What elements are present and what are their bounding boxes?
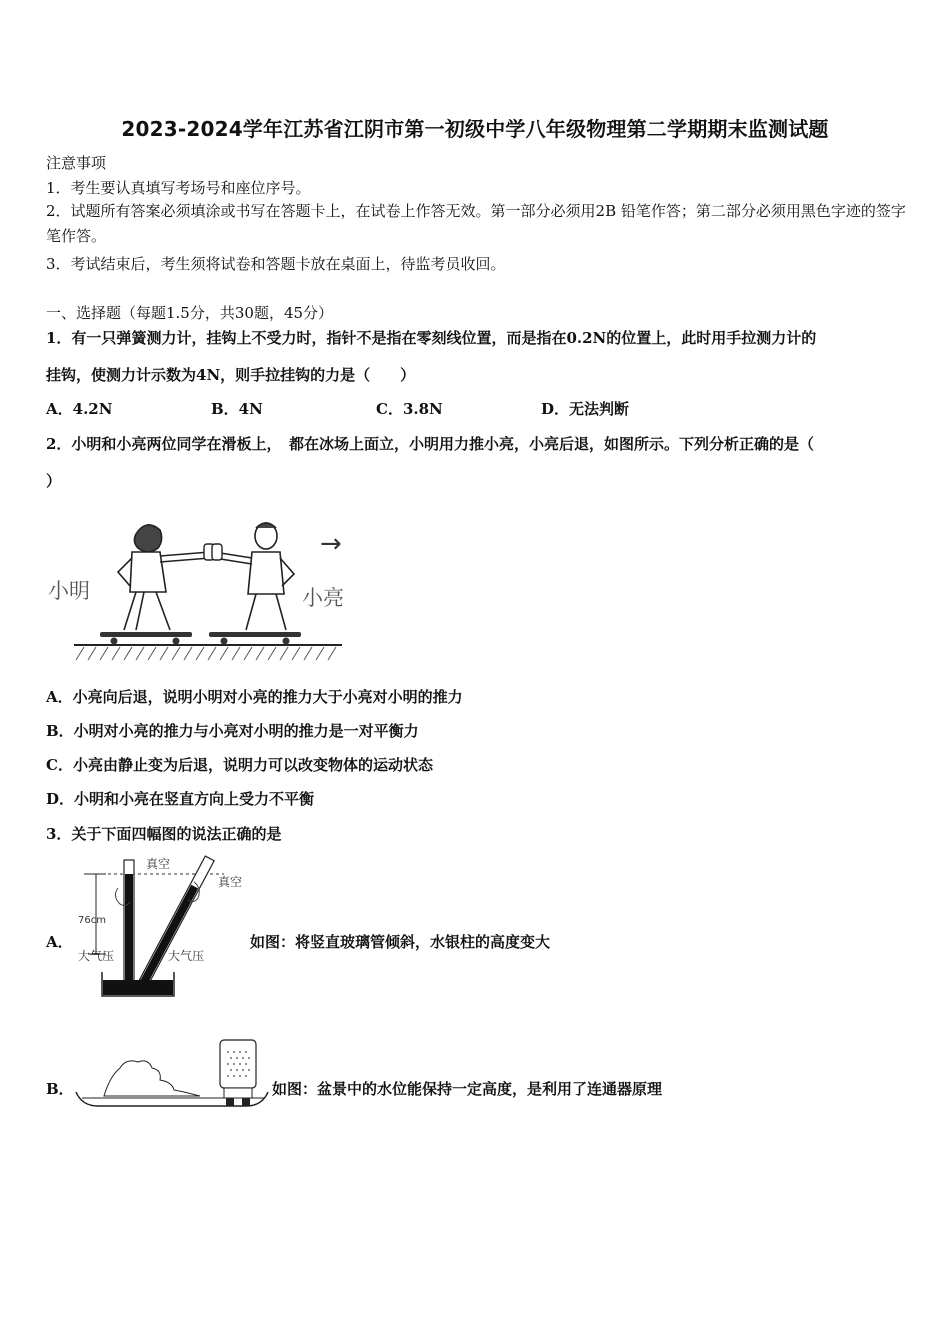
q2-option-d: D．小明和小亮在竖直方向上受力不平衡 [46, 790, 315, 808]
label-atm-2: 大气压 [168, 949, 205, 963]
q3-option-b-text: 如图：盆景中的水位能保持一定高度，是利用了连通器原理 [272, 1080, 663, 1098]
q2-stem-line1: 2．小明和小亮两位同学在滑板上， 都在冰场上面立，小明用力推小亮，小亮后退，如图所示。下列分析正确的是（ [46, 435, 814, 453]
q2-option-a: A．小亮向后退，说明小明对小亮的推力大于小亮对小明的推力 [46, 688, 463, 706]
xiaoliang-figure [214, 523, 294, 630]
notice-heading: 注意事项 [46, 154, 107, 172]
xiaoming-figure [118, 525, 210, 630]
label-xiaoming: 小明 [48, 579, 90, 603]
label-atm-1: 大气压 [78, 949, 115, 963]
q3-option-b-letter: B． [46, 1080, 74, 1098]
q3-option-a-text: 如图：将竖直玻璃管倾斜，水银柱的高度变大 [250, 933, 551, 951]
page-title: 2023-2024学年江苏省江阴市第一初级中学八年级物理第二学期期末监测试题 [121, 117, 829, 141]
q1-option-c: C．3.8N [376, 400, 443, 418]
left-skateboard [100, 632, 192, 645]
right-skateboard [209, 632, 301, 645]
q3-option-a-letter: A． [46, 933, 73, 951]
label-vacuum-1: 真空 [146, 857, 171, 871]
q1-option-b: B．4N [211, 400, 263, 418]
q1-option-a: A．4.2N [46, 400, 113, 418]
label-xiaoliang: 小亮 [302, 586, 344, 610]
section-heading: 一、选择题（每题1.5分，共30题，45分） [46, 304, 334, 322]
arrow-right-icon: → [320, 529, 342, 559]
skaters-figure [44, 512, 364, 667]
q1-stem-line2: 挂钩，使测力计示数为4N，则手拉挂钩的力是（ ） [46, 366, 416, 384]
label-76cm: 76cm [78, 915, 106, 926]
q3-stem: 3．关于下面四幅图的说法正确的是 [46, 825, 282, 843]
torricelli-figure [74, 852, 249, 1004]
q1-option-d: D．无法判断 [541, 400, 630, 418]
label-vacuum-2: 真空 [218, 875, 243, 889]
notice-item-1: 1．考生要认真填写考场号和座位序号。 [46, 179, 311, 197]
q2-option-b: B．小明对小亮的推力与小亮对小明的推力是一对平衡力 [46, 722, 419, 740]
bonsai-figure [74, 1036, 272, 1116]
q2-option-c: C．小亮由静止变为后退，说明力可以改变物体的运动状态 [46, 756, 433, 774]
q1-stem-line1: 1．有一只弹簧测力计，挂钩上不受力时，指针不是指在零刻线位置，而是指在0.2N的位置上，此时用手拉测力计的 [46, 329, 817, 347]
notice-item-3: 3．考试结束后，考生须将试卷和答题卡放在桌面上，待监考员收回。 [46, 255, 506, 273]
q2-stem-line2: ） [46, 472, 62, 490]
notice-item-2: 2．试题所有答案必须填涂或书写在答题卡上，在试卷上作答无效。第一部分必须用2B 铅笔作答；第二部分必须用黑色字迹的签字笔作答。 [46, 202, 906, 245]
